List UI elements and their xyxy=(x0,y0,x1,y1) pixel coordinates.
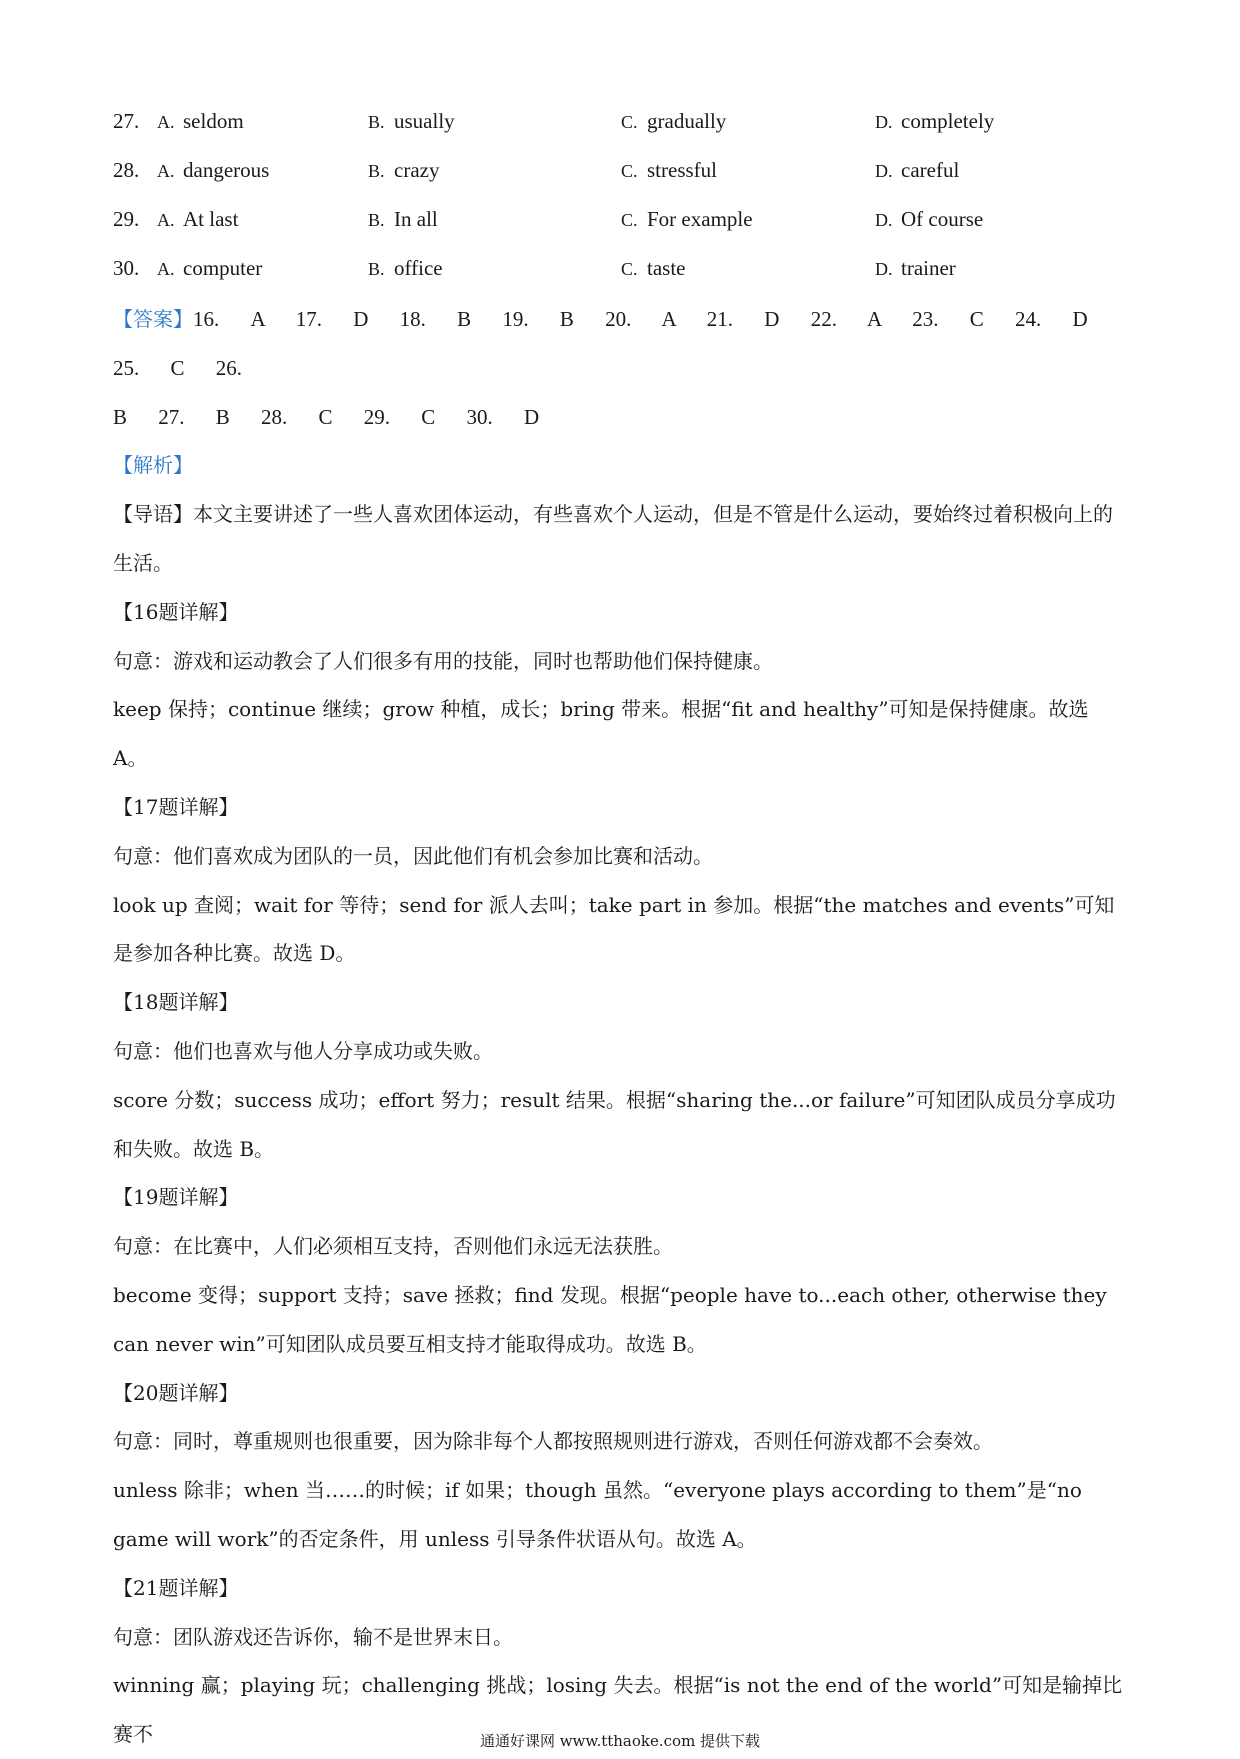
option-text: computer xyxy=(183,256,263,280)
question-number: 29. xyxy=(113,207,140,231)
option-text: trainer xyxy=(901,256,956,280)
option-d xyxy=(875,100,994,143)
option-b xyxy=(368,149,439,192)
option-row xyxy=(113,247,1123,296)
option-letter: B. xyxy=(368,112,385,132)
section-header: 【19题详解】 xyxy=(113,1185,239,1210)
option-text: dangerous xyxy=(183,158,270,182)
option-b xyxy=(368,198,438,241)
option-letter: D. xyxy=(875,259,893,279)
option-letter: C. xyxy=(621,161,638,181)
option-text: taste xyxy=(647,256,686,280)
option-letter: A. xyxy=(157,112,175,132)
sentence-meaning: 句意：在比赛中，人们必须相互支持，否则他们永远无法获胜。 xyxy=(113,1234,673,1259)
option-text: careful xyxy=(901,158,960,182)
sentence-meaning: 句意：游戏和运动教会了人们很多有用的技能，同时也帮助他们保持健康。 xyxy=(113,648,773,673)
option-c xyxy=(621,149,717,192)
option-row xyxy=(113,198,1123,247)
sentence-meaning: 句意：同时，尊重规则也很重要，因为除非每个人都按照规则进行游戏，否则任何游戏都不会奏效。 xyxy=(113,1429,993,1454)
section-header: 【20题详解】 xyxy=(113,1380,239,1405)
sentence-meaning: 句意：他们喜欢成为团队的一员，因此他们有机会参加比赛和活动。 xyxy=(113,843,713,868)
options-block xyxy=(113,100,1123,296)
option-d xyxy=(875,247,956,290)
question-number: 28. xyxy=(113,158,140,182)
option-text: seldom xyxy=(183,109,244,133)
option-row xyxy=(113,149,1123,198)
option-letter: B. xyxy=(368,161,385,181)
explanation: unless 除非；when 当……的时候；if 如果；though 虽然。“everyone plays according to them”是“no game will work”的否定条件，用 unless 引导条件状语从句。故选 A。 xyxy=(113,1478,1082,1551)
explanation: keep 保持；continue 继续；grow 种植，成长；bring 带来。根据“fit and healthy”可知是保持健康。故选 A。 xyxy=(113,697,1089,771)
option-text: Of course xyxy=(901,207,984,231)
option-letter: C. xyxy=(621,112,638,132)
option-a xyxy=(157,198,238,241)
option-text: office xyxy=(394,256,443,280)
page-footer: 通通好课网 www.tthaoke.com 提供下载 xyxy=(479,1732,761,1750)
option-letter: C. xyxy=(621,259,638,279)
section-header: 【21题详解】 xyxy=(113,1575,239,1600)
option-text: usually xyxy=(394,109,455,133)
question-number: 27. xyxy=(113,109,140,133)
option-text: stressful xyxy=(647,158,717,182)
option-letter: B. xyxy=(368,259,385,279)
section-header: 【16题详解】 xyxy=(113,599,239,624)
explanation: score 分数；success 成功；effort 努力；result 结果。根据“sharing the...or failure”可知团队成员分享成功和失败。故选 B。 xyxy=(113,1087,1116,1161)
option-a xyxy=(157,100,244,143)
guide-paragraph: 【导语】本文主要讲述了一些人喜欢团体运动，有些喜欢个人运动，但是不管是什么运动，要始终过着积极向上的生活。 xyxy=(113,502,1113,575)
explanation: winning 赢；playing 玩；challenging 挑战；losing 失去。根据“is not the end of the world”可知是输掉比赛不 xyxy=(113,1673,1123,1747)
option-text: For example xyxy=(647,207,753,231)
option-d xyxy=(875,198,983,241)
option-b xyxy=(368,247,443,290)
option-letter: A. xyxy=(157,210,175,230)
option-letter: D. xyxy=(875,161,893,181)
option-letter: A. xyxy=(157,259,175,279)
section-header: 【17题详解】 xyxy=(113,794,239,819)
option-d xyxy=(875,149,959,192)
option-c xyxy=(621,100,726,143)
section-header: 【18题详解】 xyxy=(113,990,239,1015)
answer-keys: B 27. B 28. C 29. C 30. D xyxy=(113,404,540,429)
option-letter: A. xyxy=(157,161,175,181)
analysis-body xyxy=(113,295,1129,1759)
sentence-meaning: 句意：团队游戏还告诉你，输不是世界末日。 xyxy=(113,1624,513,1649)
option-a xyxy=(157,247,262,290)
answer-tag: 【答案】 xyxy=(113,307,193,331)
answer-line-continued xyxy=(113,393,1129,442)
option-text: In all xyxy=(394,207,438,231)
answer-keys: 16. A 17. D 18. B 19. B 20. A 21. D 22. A 23. C 24. D 25. C 26. xyxy=(113,307,1088,380)
option-c xyxy=(621,247,685,290)
option-b xyxy=(368,100,455,143)
analysis-tag: 【解析】 xyxy=(113,453,193,478)
option-text: gradually xyxy=(647,109,727,133)
explanation: become 变得；support 支持；save 拯救；find 发现。根据“people have to...each other, otherwise they can never win”可知团队成员要互相支持才能取得成功。故选 B。 xyxy=(113,1282,1107,1356)
option-letter: C. xyxy=(621,210,638,230)
option-text: At last xyxy=(183,207,239,231)
option-letter: D. xyxy=(875,210,893,230)
option-letter: D. xyxy=(875,112,893,132)
option-a xyxy=(157,149,269,192)
answer-line xyxy=(113,295,1129,393)
option-row xyxy=(113,100,1123,149)
option-c xyxy=(621,198,753,241)
explanation: look up 查阅；wait for 等待；send for 派人去叫；take part in 参加。根据“the matches and events”可知是参加各种比赛。故选 D。 xyxy=(113,892,1115,966)
option-text: crazy xyxy=(394,158,440,182)
option-text: completely xyxy=(901,109,995,133)
option-letter: B. xyxy=(368,210,385,230)
question-number: 30. xyxy=(113,256,140,280)
sentence-meaning: 句意：他们也喜欢与他人分享成功或失败。 xyxy=(113,1038,493,1063)
